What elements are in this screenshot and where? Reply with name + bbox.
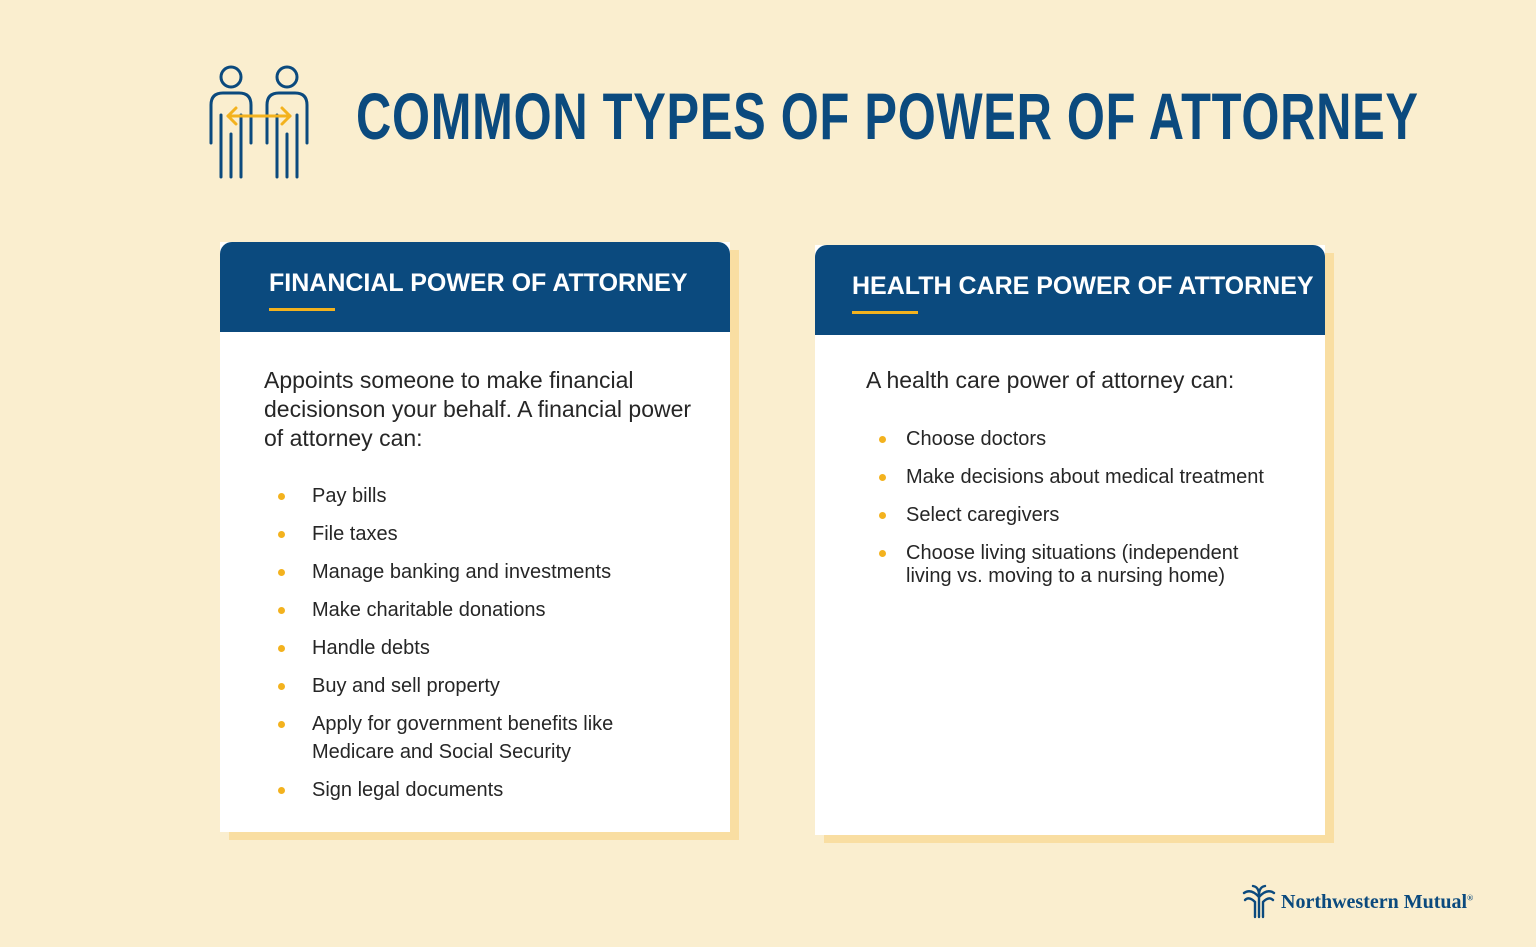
financial-poa-card — [220, 242, 730, 832]
bullet-icon — [879, 550, 886, 557]
logo-text: Northwestern Mutual — [1281, 890, 1468, 913]
list-item — [276, 776, 676, 804]
health-care-poa-card — [815, 245, 1325, 835]
bullet-icon — [278, 531, 285, 538]
health-care-card-header — [815, 245, 1325, 335]
list-item — [276, 710, 676, 766]
list-item-text: Choose living situations (independent living vs. moving to a nursing home) — [906, 542, 1239, 587]
financial-intro: Appoints someone to make financial decisionson your behalf. A financial power of attorney can: — [264, 367, 692, 451]
list-item — [276, 634, 676, 662]
list-item — [276, 482, 676, 510]
bullet-icon — [278, 683, 285, 690]
list-item — [276, 520, 676, 548]
list-item-text: Make decisions about medical treatment — [906, 466, 1264, 488]
list-item — [877, 428, 1287, 451]
health-care-card-heading: HEALTH CARE POWER OF ATTORNEY — [852, 272, 1314, 300]
list-item-text: File taxes — [312, 523, 398, 545]
list-item — [276, 596, 676, 624]
list-item-text: Pay bills — [312, 485, 387, 507]
list-item — [276, 672, 676, 700]
list-item — [877, 542, 1287, 588]
list-item-text: Make charitable donations — [312, 599, 546, 621]
bullet-icon — [278, 493, 285, 500]
registered-mark: ® — [1467, 892, 1474, 902]
bullet-icon — [278, 607, 285, 614]
list-item — [276, 558, 676, 586]
logo-wordmark — [1281, 891, 1473, 914]
list-item-text: Apply for government benefits like Medicare and Social Security — [312, 713, 614, 763]
bullet-icon — [278, 569, 285, 576]
financial-card-heading: FINANCIAL POWER OF ATTORNEY — [269, 269, 688, 297]
list-item-text: Manage banking and investments — [312, 561, 612, 583]
list-item — [877, 466, 1287, 489]
health-care-list — [877, 428, 1287, 603]
list-item-text: Sign legal documents — [312, 779, 504, 801]
bullet-icon — [879, 512, 886, 519]
financial-card-header — [220, 242, 730, 332]
list-item-text: Handle debts — [312, 637, 430, 659]
list-item — [877, 504, 1287, 527]
bullet-icon — [278, 645, 285, 652]
two-people-exchange-icon — [204, 62, 314, 182]
bullet-icon — [879, 474, 886, 481]
bullet-icon — [278, 787, 285, 794]
heading-underline — [269, 308, 335, 311]
page-title: COMMON TYPES OF POWER OF ATTORNEY — [356, 79, 1419, 153]
list-item-text: Choose doctors — [906, 428, 1047, 450]
list-item-text: Select caregivers — [906, 504, 1060, 526]
financial-list — [276, 482, 676, 814]
health-care-intro: A health care power of attorney can: — [866, 367, 1235, 393]
bullet-icon — [879, 436, 886, 443]
list-item-text: Buy and sell property — [312, 675, 500, 697]
heading-underline — [852, 311, 918, 314]
bullet-icon — [278, 721, 285, 728]
northwestern-mutual-logo-icon — [1241, 884, 1277, 920]
brand-logo — [1241, 884, 1473, 920]
